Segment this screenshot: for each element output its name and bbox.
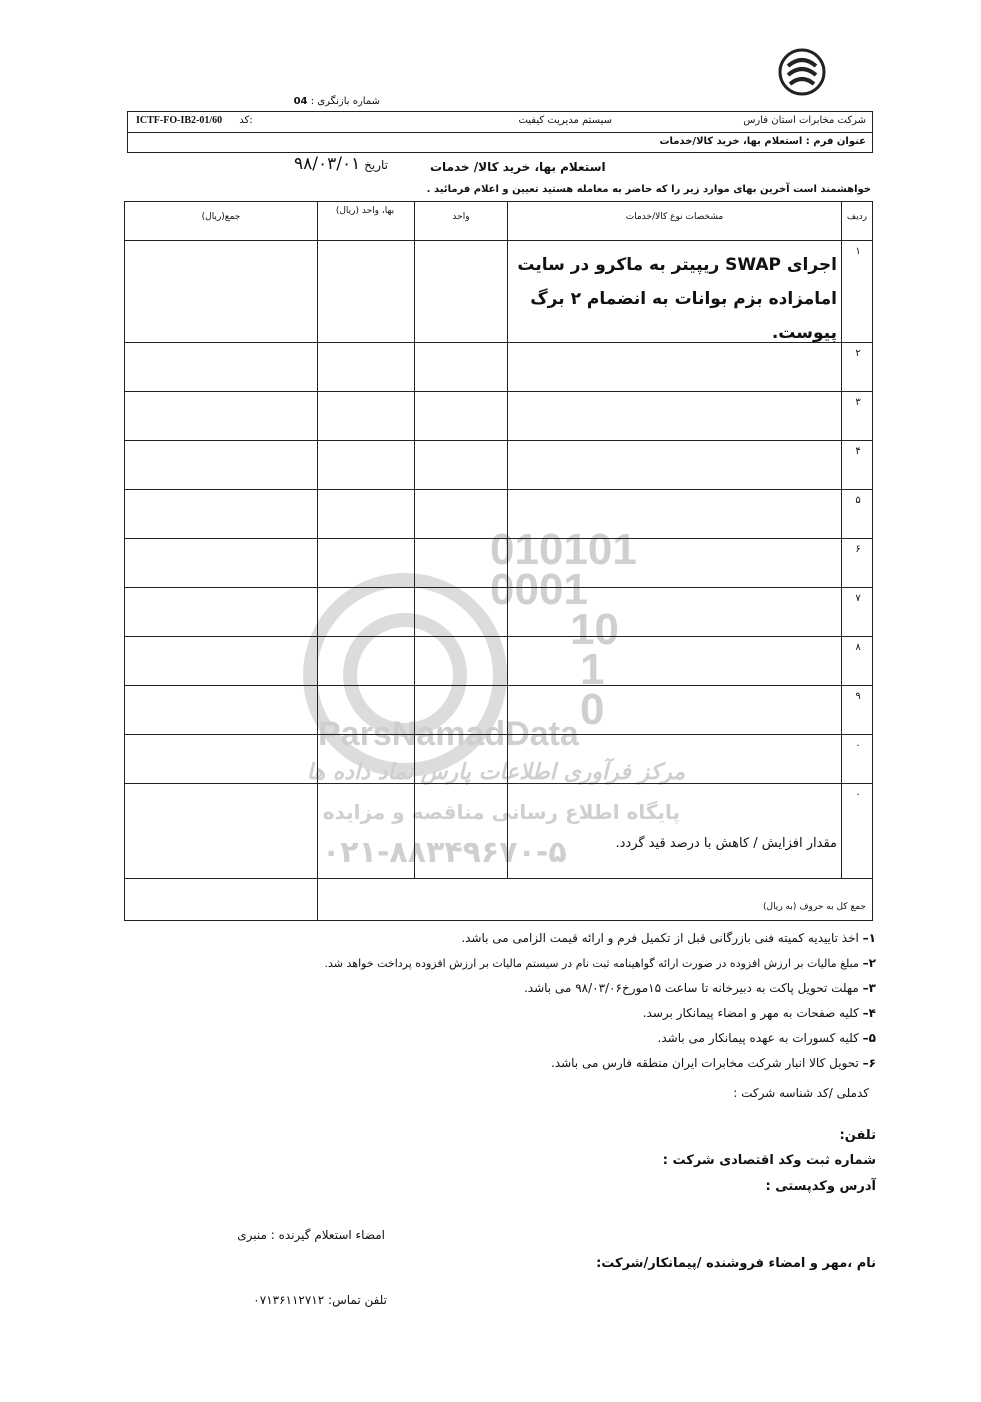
notes-list (96, 926, 876, 1076)
watermark-digits-3: 10 (570, 605, 619, 654)
form-code (136, 115, 253, 126)
telecom-logo-icon (778, 48, 826, 96)
date-value: ۹۸/۰۳/۰۱ (294, 154, 361, 174)
watermark-line2: پایگاه اطلاع رسانی مناقصه و مزایده (322, 800, 680, 824)
watermark-digits-5: 0 (580, 685, 605, 734)
seller-signature-label: نام ،مهر و امضاء فروشنده /پیمانکار/شرکت: (596, 1256, 876, 1271)
header-unit: واحد (452, 212, 470, 222)
watermark-digits-4: 1 (580, 645, 605, 694)
header-row: ردیف (846, 212, 868, 222)
item-1-description: اجرای SWAP ریپیتر به ماکرو در سایت امامزاده بزم بوانات به انضمام ۲ برگ پیوست. (517, 255, 837, 343)
items-table (124, 201, 873, 921)
header-unit-price: بها، واحد (ریال) (335, 206, 395, 216)
row-number: ۰ (855, 789, 861, 800)
row-number: ۷ (855, 593, 861, 604)
note-item: ۲– مبلغ مالیات بر ارزش افزوده در صورت ارائه گواهینامه ثبت نام در سیستم مالیات بر ارزش افزوده پرداخت خواهد شد. (324, 956, 876, 970)
note-item: ۶– تحویل کالا انبار شرکت مخابرات ایران منطقه فارس می باشد. (550, 1056, 876, 1070)
row-number: ۱ (855, 246, 861, 257)
row-number: ۵ (855, 495, 861, 506)
revision-value: 04 (293, 96, 308, 107)
row-number: ۸ (855, 642, 861, 653)
date-line (258, 154, 388, 174)
inquirer-name: منبری (237, 1228, 267, 1242)
row-number: ۳ (855, 397, 861, 408)
row-number: ۲ (855, 348, 861, 359)
form-code-value: ICTF-FO-IB2-01/60 (136, 115, 223, 126)
date-label: تاریخ (364, 158, 388, 172)
row-number: ۰ (855, 740, 861, 751)
watermark-brand: ParsNamadData (318, 715, 579, 753)
watermark-phone: ۰۲۱-۸۸۳۴۹۶۷۰-۵ (322, 835, 567, 870)
form-title: عنوان فرم : استعلام بها، خرید کالا/خدمات (659, 136, 866, 147)
watermark-digits-1: 010101 (490, 525, 637, 574)
document-title: استعلام بها، خرید کالا/ خدمات (430, 160, 606, 174)
row-number: ۶ (855, 544, 861, 555)
header-spec: مشخصات نوع کالا/خدمات (625, 212, 724, 222)
quality-system: سیستم مدیریت کیفیت (518, 115, 612, 126)
note-item: ۱– اخذ تاییدیه کمیته فنی بازرگانی قبل از تکمیل فرم و ارائه قیمت الزامی می باشد. (461, 931, 876, 945)
inquirer-label: امضاء استعلام گیرنده : (270, 1228, 385, 1242)
note-item: ۴– کلیه صفحات به مهر و امضاء پیمانکار برسد. (642, 1006, 876, 1020)
contact-phone-value: ۰۷۱۳۶۱۱۲۷۱۲ (253, 1293, 325, 1307)
economic-code-label: شماره ثبت وکد اقتصادی شرکت : (662, 1153, 876, 1168)
company-name: شرکت مخابرات استان فارس (743, 115, 866, 126)
watermark-digits-2: 0001 (490, 565, 588, 614)
address-label: آدرس وکدپستی : (765, 1179, 876, 1194)
total-in-words-label: جمع کل به حروف (به ریال) (763, 902, 866, 912)
watermark-line1: مرکز فرآوری اطلاعات پارس نماد داده ها (306, 760, 685, 785)
form-header (127, 111, 873, 153)
form-code-label: کد: (239, 115, 253, 126)
revision-line (280, 96, 380, 107)
inquirer-signature (215, 1228, 385, 1242)
header-total: جمع(ریال) (201, 212, 241, 222)
row-number: ۹ (855, 691, 861, 702)
phone-label: تلفن: (839, 1128, 876, 1143)
contact-phone (232, 1293, 387, 1307)
row-number: ۴ (855, 446, 861, 457)
revision-label: شماره بازنگری : (310, 96, 380, 107)
note-item: ۳– مهلت تحویل پاکت به دبیرخانه تا ساعت ۱۵مورخ۹۸/۰۳/۰۶ می باشد. (523, 981, 876, 995)
contact-phone-label: تلفن تماس: (328, 1293, 387, 1307)
national-id-label: کدملی /کد شناسه شرکت : (733, 1086, 869, 1100)
intro-text: خواهشمند است آخرین بهای موارد زیر را که حاضر به معامله هستید تعیین و اعلام فرمائید . (426, 184, 871, 195)
note-item: ۵– کلیه کسورات به عهده پیمانکار می باشد. (657, 1031, 876, 1045)
adjustment-note: مقدار افزایش / کاهش با درصد قید گردد. (615, 836, 837, 851)
